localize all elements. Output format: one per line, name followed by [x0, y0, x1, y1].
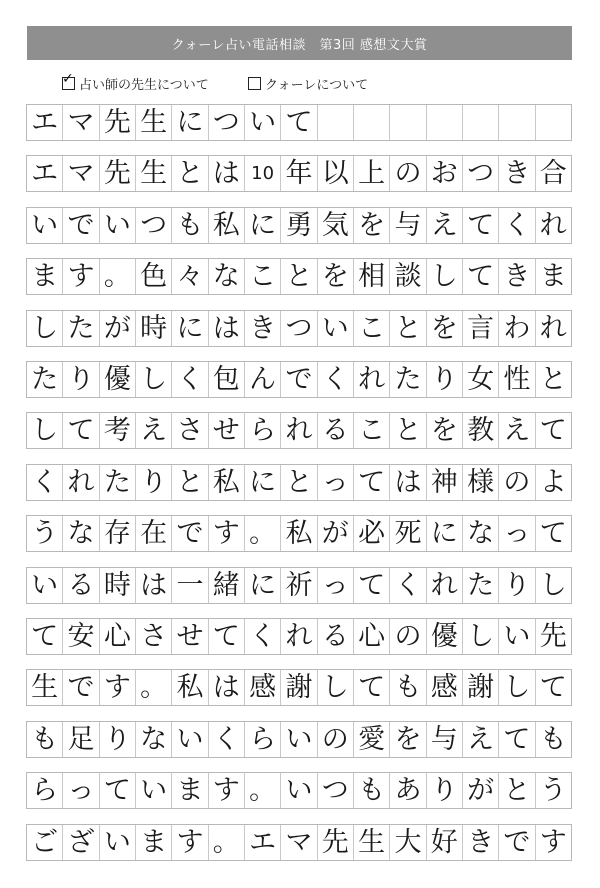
grid-cell: た	[63, 311, 99, 346]
grid-cell: 安	[63, 619, 99, 654]
grid-cell: あ	[390, 773, 426, 808]
grid-cell: つ	[136, 208, 172, 243]
grid-cell: 々	[172, 259, 208, 294]
grid-cell: の	[499, 465, 535, 500]
grid-cell: は	[209, 311, 245, 346]
grid-cell: も	[27, 722, 63, 757]
grid-cell: い	[499, 619, 535, 654]
grid-cell: れ	[427, 568, 463, 603]
grid-cell: り	[136, 465, 172, 500]
grid-cell: で	[499, 825, 535, 860]
grid-cell: つ	[209, 105, 245, 140]
grid-cell: エ	[245, 825, 281, 860]
essay-line	[26, 361, 572, 398]
grid-cell: 言	[463, 311, 499, 346]
grid-cell: 生	[136, 156, 172, 191]
grid-cell: い	[100, 208, 136, 243]
grid-cell: 一	[172, 568, 208, 603]
grid-cell: 好	[427, 825, 463, 860]
essay-line	[26, 721, 572, 758]
grid-cell: す	[100, 670, 136, 705]
grid-cell: と	[281, 259, 317, 294]
grid-cell: て	[63, 413, 99, 448]
grid-cell: り	[427, 773, 463, 808]
grid-cell: り	[499, 568, 535, 603]
grid-cell: 感	[427, 670, 463, 705]
grid-cell: に	[245, 568, 281, 603]
grid-cell: し	[427, 259, 463, 294]
grid-cell: い	[100, 825, 136, 860]
grid-cell: つ	[281, 311, 317, 346]
grid-cell: を	[427, 413, 463, 448]
grid-cell: っ	[499, 516, 535, 551]
grid-cell: も	[172, 208, 208, 243]
grid-cell: て	[354, 465, 390, 500]
grid-cell: く	[245, 619, 281, 654]
grid-cell	[390, 105, 426, 140]
grid-cell: 神	[427, 465, 463, 500]
grid-cell: し	[539, 570, 567, 601]
grid-cell: せ	[172, 619, 208, 654]
grid-cell: て	[539, 672, 567, 703]
grid-cell: 気	[318, 208, 354, 243]
checkbox-teacher[interactable]	[62, 71, 75, 90]
grid-cell: き	[499, 259, 535, 294]
grid-cell: た	[463, 568, 499, 603]
grid-cell: 包	[209, 362, 245, 397]
grid-cell: 以	[318, 156, 354, 191]
grid-cell: 死	[390, 516, 426, 551]
grid-cell	[427, 105, 463, 140]
grid-cell: な	[209, 259, 245, 294]
grid-cell: い	[281, 773, 317, 808]
grid-cell: の	[390, 619, 426, 654]
grid-cell: マ	[63, 105, 99, 140]
grid-cell: き	[463, 825, 499, 860]
grid-cell: る	[318, 619, 354, 654]
grid-cell: 与	[427, 722, 463, 757]
grid-cell: て	[354, 568, 390, 603]
grid-cell: が	[318, 516, 354, 551]
grid-cell: え	[427, 208, 463, 243]
grid-cell: ざ	[63, 825, 99, 860]
grid-cell: が	[100, 311, 136, 346]
essay-line	[26, 412, 572, 449]
grid-cell: い	[245, 105, 281, 140]
grid-cell: で	[63, 208, 99, 243]
grid-cell: り	[100, 722, 136, 757]
grid-cell: に	[245, 465, 281, 500]
grid-cell: ま	[136, 825, 172, 860]
header-title: クォーレ占い電話相談 第3回 感想文大賞	[171, 37, 428, 53]
grid-cell: す	[63, 259, 99, 294]
grid-cell: 相	[354, 259, 390, 294]
grid-cell: 謝	[281, 670, 317, 705]
option-teacher[interactable]	[62, 71, 209, 93]
grid-cell: 大	[390, 825, 426, 860]
grid-cell: つ	[318, 773, 354, 808]
grid-cell: た	[390, 362, 426, 397]
grid-cell: な	[136, 722, 172, 757]
grid-cell: 先	[100, 105, 136, 140]
grid-cell: と	[172, 465, 208, 500]
grid-cell: を	[390, 722, 426, 757]
grid-cell: 優	[100, 362, 136, 397]
grid-cell: 教	[463, 413, 499, 448]
grid-cell: く	[318, 362, 354, 397]
grid-cell: 。	[209, 825, 245, 860]
grid-cell: て	[463, 259, 499, 294]
grid-cell: を	[427, 311, 463, 346]
essay-line	[26, 618, 572, 655]
grid-cell: エ	[27, 105, 63, 140]
grid-cell: っ	[318, 465, 354, 500]
grid-cell: マ	[63, 156, 99, 191]
grid-cell: ん	[245, 362, 281, 397]
grid-cell: る	[318, 413, 354, 448]
grid-cell: せ	[209, 413, 245, 448]
checkbox-cuore[interactable]	[248, 77, 261, 90]
grid-cell: お	[427, 156, 463, 191]
grid-cell: に	[427, 516, 463, 551]
grid-cell: 性	[499, 362, 535, 397]
grid-cell: 緒	[209, 568, 245, 603]
grid-cell: 私	[281, 516, 317, 551]
grid-cell: ご	[27, 825, 63, 860]
grid-cell: い	[172, 722, 208, 757]
grid-cell: き	[245, 311, 281, 346]
grid-cell: を	[318, 259, 354, 294]
grid-cell: し	[27, 413, 63, 448]
grid-cell: て	[281, 105, 317, 140]
grid-cell: き	[499, 156, 535, 191]
grid-cell: と	[390, 311, 426, 346]
option-cuore-label: クォーレについて	[265, 78, 369, 93]
grid-cell: 必	[354, 516, 390, 551]
essay-line	[26, 207, 572, 244]
grid-cell: れ	[354, 362, 390, 397]
grid-cell: た	[27, 362, 63, 397]
grid-cell: マ	[281, 825, 317, 860]
grid-cell: て	[209, 619, 245, 654]
grid-cell: に	[172, 311, 208, 346]
grid-cell: し	[27, 311, 63, 346]
grid-cell: し	[318, 670, 354, 705]
grid-cell: 先	[318, 825, 354, 860]
grid-cell: く	[209, 722, 245, 757]
grid-cell: 色	[136, 259, 172, 294]
grid-cell: 。	[245, 516, 281, 551]
grid-cell: 存	[100, 516, 136, 551]
grid-cell: 勇	[281, 208, 317, 243]
grid-cell: う	[27, 516, 63, 551]
grid-cell: は	[209, 670, 245, 705]
grid-cell: が	[463, 773, 499, 808]
essay-line	[26, 669, 572, 706]
grid-cell: す	[209, 773, 245, 808]
grid-cell: 合	[539, 158, 567, 189]
grid-cell: っ	[318, 568, 354, 603]
grid-cell: り	[427, 362, 463, 397]
grid-cell: く	[390, 568, 426, 603]
grid-cell	[354, 105, 390, 140]
grid-cell: り	[63, 362, 99, 397]
grid-cell: 感	[245, 670, 281, 705]
grid-cell: く	[172, 362, 208, 397]
grid-cell: す	[539, 827, 567, 858]
grid-cell: 時	[100, 568, 136, 603]
grid-cell: 先	[539, 621, 567, 652]
grid-cell: わ	[499, 311, 535, 346]
grid-cell: 様	[463, 465, 499, 500]
grid-cell: い	[27, 208, 63, 243]
essay-line	[26, 310, 572, 347]
grid-cell: ま	[172, 773, 208, 808]
essay-line	[26, 464, 572, 501]
grid-cell: と	[390, 413, 426, 448]
grid-cell: た	[100, 465, 136, 500]
grid-cell	[318, 105, 354, 140]
grid-cell: 私	[172, 670, 208, 705]
grid-cell: し	[136, 362, 172, 397]
grid-cell: く	[27, 465, 63, 500]
option-teacher-label: 占い師の先生について	[79, 78, 209, 93]
grid-cell: は	[209, 156, 245, 191]
grid-cell: つ	[463, 156, 499, 191]
grid-cell: は	[390, 465, 426, 500]
grid-cell: の	[318, 722, 354, 757]
grid-cell: て	[27, 619, 63, 654]
grid-cell: の	[390, 156, 426, 191]
grid-cell: 愛	[354, 722, 390, 757]
grid-cell: に	[245, 208, 281, 243]
grid-cell: す	[172, 825, 208, 860]
grid-cell: 優	[427, 619, 463, 654]
grid-cell: な	[463, 516, 499, 551]
grid-cell: い	[318, 311, 354, 346]
grid-cell: な	[63, 516, 99, 551]
grid-cell: 考	[100, 413, 136, 448]
grid-cell: ら	[27, 773, 63, 808]
grid-cell: し	[499, 670, 535, 705]
grid-cell: さ	[136, 619, 172, 654]
grid-cell: す	[209, 516, 245, 551]
grid-cell: う	[539, 775, 567, 806]
grid-cell: こ	[245, 259, 281, 294]
contest-header	[27, 26, 572, 60]
grid-cell: ま	[27, 259, 63, 294]
grid-cell: で	[281, 362, 317, 397]
grid-cell	[499, 105, 535, 140]
grid-cell: し	[463, 619, 499, 654]
grid-cell: と	[281, 465, 317, 500]
grid-cell: れ	[281, 413, 317, 448]
grid-cell: 心	[354, 619, 390, 654]
essay-line	[26, 515, 572, 552]
essay-line	[26, 258, 572, 295]
grid-cell: と	[172, 156, 208, 191]
grid-cell: さ	[172, 413, 208, 448]
grid-cell: え	[136, 413, 172, 448]
grid-cell: 生	[354, 825, 390, 860]
grid-cell: い	[136, 773, 172, 808]
grid-cell: エ	[27, 156, 63, 191]
essay-line	[26, 155, 572, 192]
grid-cell: え	[499, 413, 535, 448]
grid-cell: 生	[136, 105, 172, 140]
grid-cell: て	[499, 722, 535, 757]
grid-cell: 談	[390, 259, 426, 294]
grid-cell: れ	[63, 465, 99, 500]
grid-cell	[463, 105, 499, 140]
grid-cell: と	[499, 773, 535, 808]
grid-cell: て	[100, 773, 136, 808]
grid-cell: 謝	[463, 670, 499, 705]
grid-cell: 私	[209, 465, 245, 500]
grid-cell: て	[539, 518, 567, 549]
essay-line	[26, 824, 572, 861]
grid-cell: 時	[136, 311, 172, 346]
grid-cell: で	[63, 670, 99, 705]
grid-cell: も	[539, 724, 567, 755]
option-cuore[interactable]	[248, 74, 368, 93]
checkmark-icon: ✓	[62, 71, 74, 87]
grid-cell: 女	[463, 362, 499, 397]
grid-cell: い	[281, 722, 317, 757]
grid-cell: て	[354, 670, 390, 705]
grid-cell: ま	[539, 261, 567, 292]
grid-cell: と	[539, 364, 567, 395]
grid-cell: 上	[354, 156, 390, 191]
grid-cell: る	[63, 568, 99, 603]
essay-line	[26, 772, 572, 809]
grid-cell: 祈	[281, 568, 317, 603]
grid-cell: 年	[281, 156, 317, 191]
grid-cell: も	[390, 670, 426, 705]
grid-cell	[536, 105, 571, 140]
grid-cell: い	[27, 568, 63, 603]
grid-cell: 。	[100, 259, 136, 294]
grid-cell: 心	[100, 619, 136, 654]
grid-cell: 与	[390, 208, 426, 243]
grid-cell: も	[354, 773, 390, 808]
grid-cell: っ	[63, 773, 99, 808]
grid-cell: え	[463, 722, 499, 757]
grid-cell: 生	[27, 670, 63, 705]
grid-cell: て	[539, 415, 567, 446]
grid-cell: 。	[136, 670, 172, 705]
essay-grid	[26, 104, 572, 870]
grid-cell: て	[463, 208, 499, 243]
grid-cell: よ	[539, 467, 567, 498]
grid-cell: れ	[539, 313, 567, 344]
grid-cell: 10	[245, 156, 281, 191]
grid-cell: ら	[245, 413, 281, 448]
grid-cell: こ	[354, 413, 390, 448]
grid-cell: 私	[209, 208, 245, 243]
grid-cell: こ	[354, 311, 390, 346]
grid-cell: 先	[100, 156, 136, 191]
grid-cell: 。	[245, 773, 281, 808]
grid-cell: は	[136, 568, 172, 603]
grid-cell: ら	[245, 722, 281, 757]
grid-cell: で	[172, 516, 208, 551]
grid-cell: 在	[136, 516, 172, 551]
grid-cell: 足	[63, 722, 99, 757]
essay-line	[26, 104, 572, 141]
grid-cell: を	[354, 208, 390, 243]
essay-line	[26, 567, 572, 604]
topic-options	[62, 72, 542, 96]
grid-cell: れ	[539, 210, 567, 241]
grid-cell: に	[172, 105, 208, 140]
grid-cell: く	[499, 208, 535, 243]
grid-cell: れ	[281, 619, 317, 654]
